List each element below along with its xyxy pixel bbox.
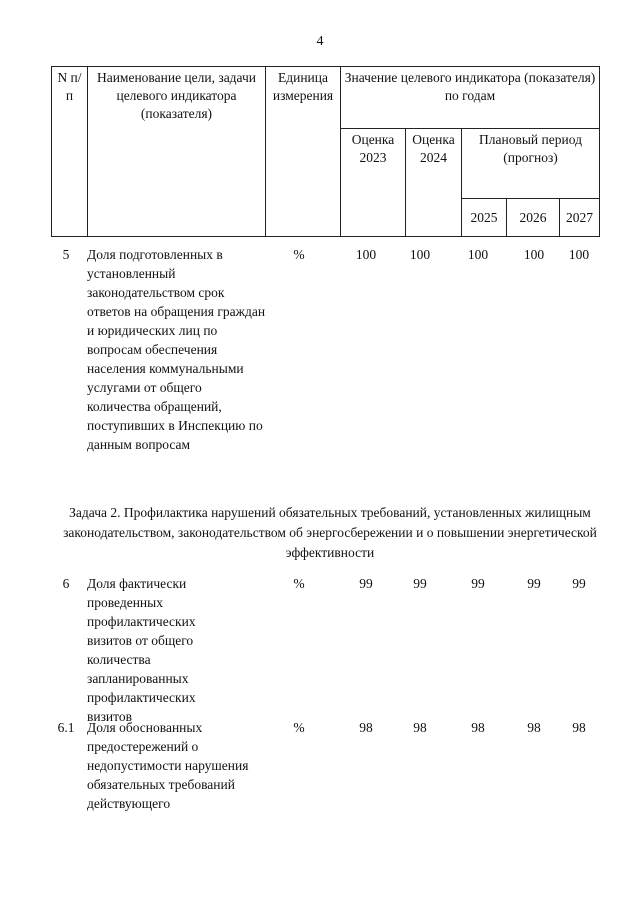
row-indicator-name: Доля подготовленных в установленный законодательством срок ответов на обращения граждан и юридических лиц по вопросам обеспечения населения коммунальными услугами от общего количества обращений, поступивших в Инспекцию по данным вопросам <box>87 247 266 452</box>
header-est-2024: Оценка 2024 <box>406 129 462 237</box>
row-indicator-name: Доля обоснованных предостережений о недопустимости нарушения обязательных требований действующего <box>87 720 249 811</box>
row-number: 5 <box>62 247 70 262</box>
row-value-2027: 98 <box>572 720 586 735</box>
row-unit: % <box>293 576 305 591</box>
row-indicator-name: Доля фактически проведенных профилактических визитов от общего количества запланированных профилактических визитов <box>87 576 196 724</box>
row-value-2026: 98 <box>527 720 541 735</box>
header-num: N п/п <box>52 67 88 237</box>
row-value-2026: 99 <box>527 576 541 591</box>
section-title: Задача 2. Профилактика нарушений обязательных требований, установленных жилищным законодательством, законодательством об энергосбережении и о повышении энергетической эффективности <box>63 505 597 560</box>
row-number: 6.1 <box>57 720 75 735</box>
row-value-2025: 99 <box>471 576 485 591</box>
row-value-2024: 99 <box>413 576 427 591</box>
header-2025: 2025 <box>462 199 507 237</box>
row-value-2027: 100 <box>568 247 590 262</box>
header-plan-period: Плановый период (прогноз) <box>462 129 600 199</box>
row-value-2023: 98 <box>359 720 373 735</box>
row-unit: % <box>293 720 305 735</box>
header-values: Значение целевого индикатора (показателя) по годам <box>341 67 600 129</box>
header-unit: Единица измерения <box>266 67 341 237</box>
row-unit: % <box>293 247 305 262</box>
indicator-table-header <box>51 66 600 237</box>
row-number: 6 <box>62 576 70 591</box>
header-2026: 2026 <box>507 199 560 237</box>
row-value-2024: 100 <box>409 247 431 262</box>
row-value-2025: 100 <box>467 247 489 262</box>
row-value-2025: 98 <box>471 720 485 735</box>
row-value-2023: 100 <box>355 247 377 262</box>
header-name: Наименование цели, задачи целевого индикатора (показателя) <box>88 67 266 237</box>
row-value-2026: 100 <box>523 247 545 262</box>
row-value-2024: 98 <box>413 720 427 735</box>
header-2027: 2027 <box>560 199 600 237</box>
row-value-2023: 99 <box>359 576 373 591</box>
row-value-2027: 99 <box>572 576 586 591</box>
page-number: 4 <box>316 34 324 49</box>
header-est-2023: Оценка 2023 <box>341 129 406 237</box>
